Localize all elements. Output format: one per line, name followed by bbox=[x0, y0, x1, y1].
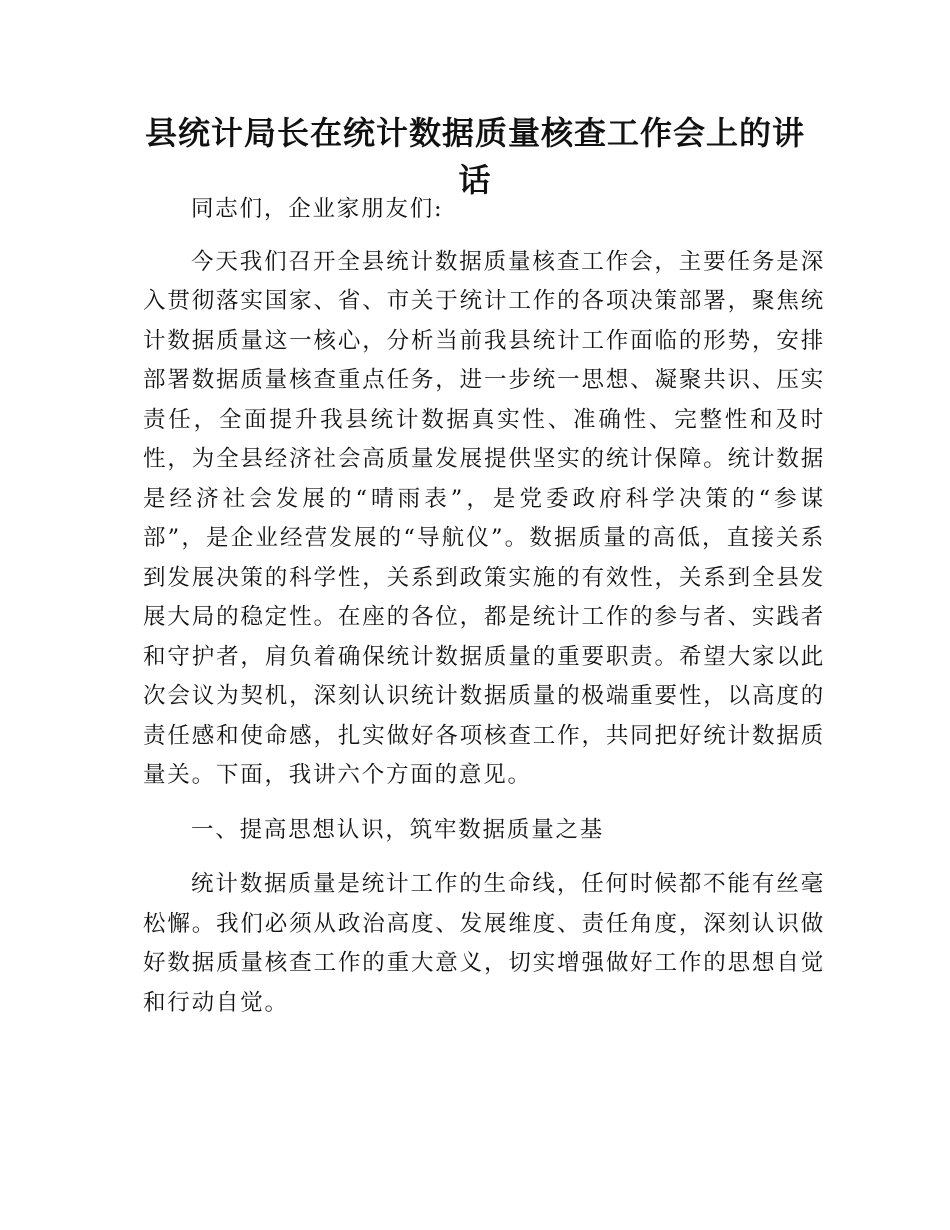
title-line-1: 县统计局长在统计数据质量核查工作会上的讲 bbox=[144, 114, 805, 152]
intro-paragraph: 今天我们召开全县统计数据质量核查工作会，主要任务是深入贯彻落实国家、省、市关于统计工作的各项决策部署，聚焦统计数据质量这一核心，分析当前我县统计工作面临的形势，安排部署数据质量核查重点任务，进一步统一思想、凝聚共识、压实责任，全面提升我县统计数据真实性、准确性、完整性和及时性，为全县经济社会高质量发展提供坚实的统计保障。统计数据是经济社会发展的“晴雨表”，是党委政府科学决策的“参谋部”，是企业经营发展的“导航仪”。数据质量的高低，直接关系到发展决策的科学性，关系到政策实施的有效性，关系到全县发展大局的稳定性。在座的各位，都是统计工作的参与者、实践者和守护者，肩负着确保统计数据质量的重要职责。希望大家以此次会议为契机，深刻认识统计数据质量的极端重要性，以高度的责任感和使命感，扎实做好各项核查工作，共同把好统计数据质量关。下面，我讲六个方面的意见。 bbox=[143, 248, 825, 788]
section-1-paragraph: 统计数据质量是统计工作的生命线，任何时候都不能有丝毫松懈。我们必须从政治高度、发展维度、责任角度，深刻认识做好数据质量核查工作的重大意义，切实增强做好工作的思想自觉和行动自觉。 bbox=[143, 871, 825, 1016]
greeting: 同志们，企业家朋友们: bbox=[191, 196, 444, 222]
title-line-2: 话 bbox=[458, 161, 492, 199]
section-heading-1: 一、提高思想认识，筑牢数据质量之基 bbox=[191, 816, 605, 843]
speech-body bbox=[143, 190, 825, 1038]
